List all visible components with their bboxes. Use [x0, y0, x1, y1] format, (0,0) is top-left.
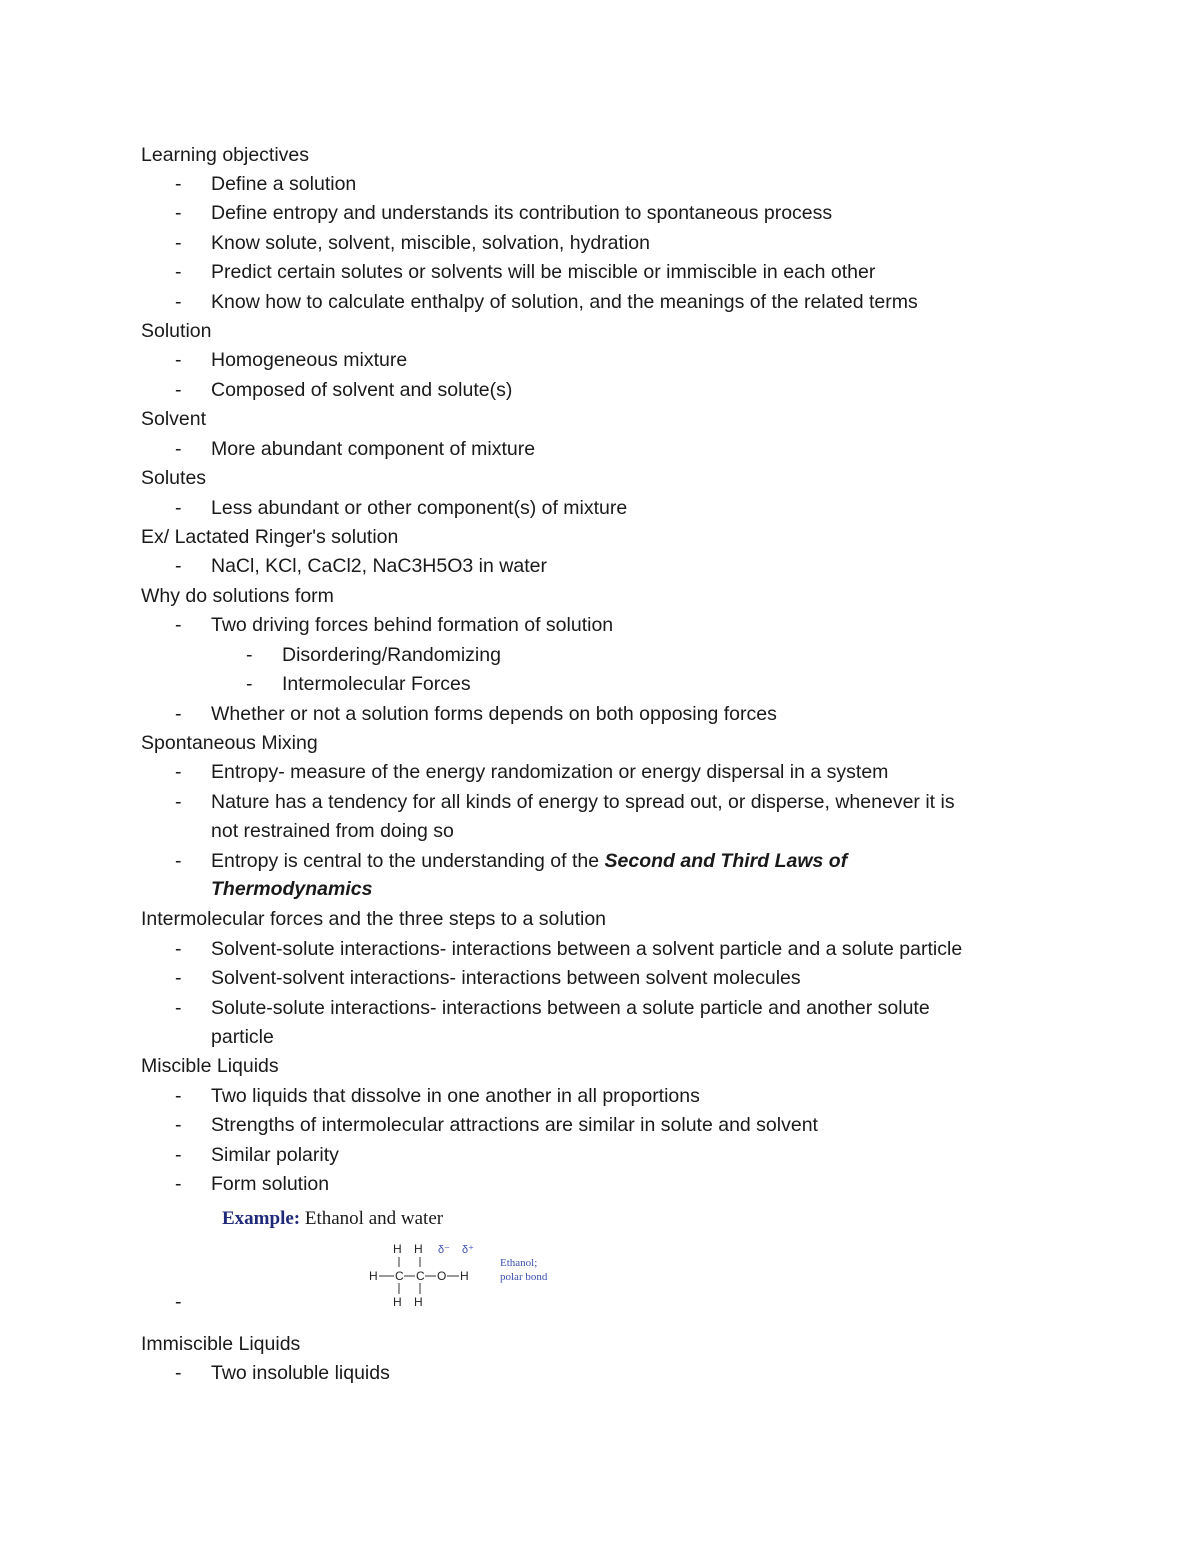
heading-solutes: Solutes	[141, 467, 207, 489]
heading-why-solutions-form: Why do solutions form	[141, 585, 334, 607]
list-item-continuation: particle	[211, 1026, 274, 1048]
caption-line: polar bond	[500, 1271, 548, 1283]
list-item-text: Entropy is central to the understanding of the	[211, 850, 605, 872]
list-item: NaCl, KCl, CaCl2, NaC3H5O3 in water	[211, 555, 547, 577]
bullet: -	[175, 291, 182, 313]
list-item: More abundant component of mixture	[211, 438, 536, 460]
list-item: Solvent-solute interactions- interactions between a solvent particle and a solute particle	[211, 938, 963, 960]
bullet: -	[175, 555, 182, 577]
list-item: Similar polarity	[211, 1144, 339, 1166]
atom-h: H	[414, 1295, 423, 1309]
bullet: -	[175, 497, 182, 519]
heading-spontaneous-mixing: Spontaneous Mixing	[141, 732, 318, 754]
bullet: -	[175, 1291, 182, 1313]
bullet: -	[175, 967, 182, 989]
atom-h: H	[393, 1295, 402, 1309]
bullet: -	[175, 1173, 182, 1195]
sub-list-item: Disordering/Randomizing	[282, 644, 501, 666]
list-item: Solvent-solvent interactions- interactions between solvent molecules	[211, 967, 801, 989]
list-item: Solute-solute interactions- interactions between a solute particle and another solute	[211, 997, 930, 1019]
heading-immiscible-liquids: Immiscible Liquids	[141, 1333, 301, 1355]
list-item	[211, 847, 847, 875]
bullet: -	[175, 349, 182, 371]
heading-solution: Solution	[141, 320, 212, 342]
atom-h: H	[460, 1269, 469, 1283]
list-item: Homogeneous mixture	[211, 349, 408, 371]
bullet: -	[175, 379, 182, 401]
bullet: -	[175, 703, 182, 725]
list-item: Define entropy and understands its contribution to spontaneous process	[211, 202, 833, 224]
ethanol-example-figure	[222, 1206, 582, 1316]
list-item: Two insoluble liquids	[211, 1362, 390, 1384]
list-item: Two driving forces behind formation of solution	[211, 614, 614, 636]
bullet: -	[175, 202, 182, 224]
heading-example-ringer: Ex/ Lactated Ringer's solution	[141, 526, 399, 548]
bullet: -	[175, 1114, 182, 1136]
list-item: Know how to calculate enthalpy of solution, and the meanings of the related terms	[211, 291, 918, 313]
atom-o: O	[437, 1269, 447, 1283]
list-item: Two liquids that dissolve in one another in all proportions	[211, 1085, 700, 1107]
example-label: Example:	[222, 1208, 301, 1229]
list-item: Strengths of intermolecular attractions are similar in solute and solvent	[211, 1114, 818, 1136]
bullet: -	[175, 791, 182, 813]
list-item: Predict certain solutes or solvents will be miscible or immiscible in each other	[211, 261, 876, 283]
atom-h: H	[369, 1269, 378, 1283]
list-item: Define a solution	[211, 173, 357, 195]
ethanol-structure-diagram	[222, 1236, 582, 1316]
list-item: Whether or not a solution forms depends on both opposing forces	[211, 703, 777, 725]
sub-list-item: Intermolecular Forces	[282, 673, 471, 695]
atom-c: C	[416, 1269, 425, 1283]
atom-c: C	[395, 1269, 404, 1283]
sub-bullet: -	[246, 644, 253, 666]
sub-bullet: -	[246, 673, 253, 695]
bullet: -	[175, 850, 182, 872]
figure-title	[222, 1206, 443, 1232]
heading-intermolecular-forces: Intermolecular forces and the three steps to a solution	[141, 908, 607, 930]
emphasis-text-continuation: Thermodynamics	[211, 878, 373, 900]
bullet: -	[175, 614, 182, 636]
list-item: Form solution	[211, 1173, 330, 1195]
bullet: -	[175, 1144, 182, 1166]
bullet: -	[175, 1085, 182, 1107]
bullet: -	[175, 173, 182, 195]
heading-solvent: Solvent	[141, 408, 207, 430]
list-item: Nature has a tendency for all kinds of energy to spread out, or disperse, whenever it is	[211, 791, 955, 813]
bullet: -	[175, 997, 182, 1019]
list-item: Less abundant or other component(s) of mixture	[211, 497, 628, 519]
atom-h: H	[414, 1242, 423, 1256]
bullet: -	[175, 761, 182, 783]
partial-positive-label: δ⁺	[462, 1244, 474, 1256]
partial-negative-label: δ⁻	[438, 1244, 450, 1256]
list-item-continuation: not restrained from doing so	[211, 820, 454, 842]
example-title: Ethanol and water	[300, 1208, 444, 1229]
bullet: -	[175, 232, 182, 254]
bullet: -	[175, 261, 182, 283]
caption-line: Ethanol;	[500, 1257, 538, 1269]
emphasis-text: Second and Third Laws of	[604, 850, 848, 872]
bullet: -	[175, 1362, 182, 1384]
list-item: Composed of solvent and solute(s)	[211, 379, 513, 401]
atom-h: H	[393, 1242, 402, 1256]
bullet: -	[175, 438, 182, 460]
heading-miscible-liquids: Miscible Liquids	[141, 1055, 279, 1077]
heading-learning-objectives: Learning objectives	[141, 144, 310, 166]
bullet: -	[175, 938, 182, 960]
list-item: Know solute, solvent, miscible, solvation, hydration	[211, 232, 650, 254]
list-item: Entropy- measure of the energy randomization or energy dispersal in a system	[211, 761, 889, 783]
